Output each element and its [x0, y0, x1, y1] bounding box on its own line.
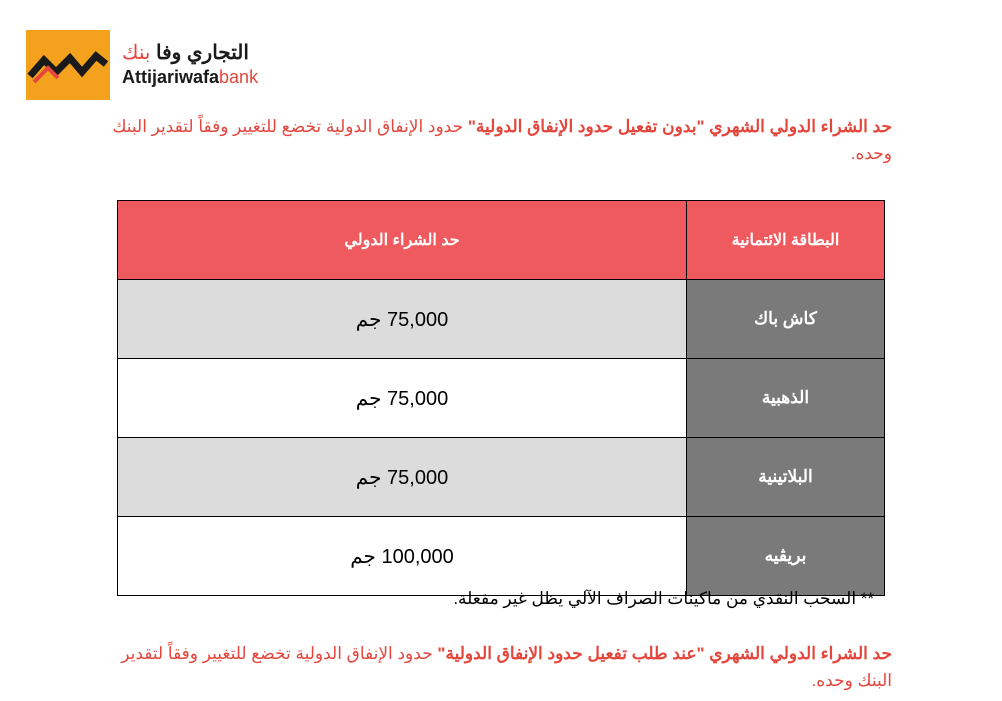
limit-cell	[118, 517, 687, 596]
table-row	[118, 517, 885, 596]
header-limit: حد الشراء الدولي	[118, 201, 687, 280]
limit-currency: جم	[355, 387, 382, 410]
table-row	[118, 359, 885, 438]
logo-arabic-main: التجاري وفا	[156, 42, 249, 64]
second-paragraph	[112, 640, 892, 694]
logo-latin-main: Attijariwafa	[122, 67, 220, 87]
logo-arabic	[122, 40, 258, 65]
limit-amount: 75,000	[387, 466, 449, 489]
logo-text	[122, 40, 258, 88]
second-rest: حدود الإنفاق الدولية تخضع للتغيير وفقاً لتقدير البنك وحده.	[121, 644, 892, 690]
table-row	[118, 438, 885, 517]
intro-paragraph	[112, 113, 892, 167]
limit-cell	[118, 438, 687, 517]
limits-table	[117, 200, 885, 596]
bank-logo	[26, 30, 258, 100]
logo-mark-icon	[26, 30, 110, 100]
second-bold: حد الشراء الدولي الشهري "عند طلب تفعيل حدود الإنفاق الدولية"	[437, 644, 892, 663]
card-name: بريڤيه	[687, 517, 885, 596]
limit-cell	[118, 280, 687, 359]
limit-amount: 100,000	[381, 545, 454, 568]
logo-latin-bank: bank	[219, 67, 259, 87]
limit-amount: 75,000	[387, 387, 449, 410]
card-name: البلاتينية	[687, 438, 885, 517]
limit-currency: جم	[355, 466, 382, 489]
card-name: كاش باك	[687, 280, 885, 359]
limit-amount: 75,000	[387, 308, 449, 331]
card-name: الذهبية	[687, 359, 885, 438]
logo-latin	[122, 67, 258, 88]
logo-arabic-bank: بنك	[122, 42, 151, 64]
limit-cell	[118, 359, 687, 438]
table-header-row	[118, 201, 885, 280]
limit-currency: جم	[350, 545, 376, 568]
header-card: البطاقة الائتمانية	[687, 201, 885, 280]
intro-bold: حد الشراء الدولي الشهري "بدون تفعيل حدود الإنفاق الدولية"	[467, 117, 892, 136]
intro-rest: حدود الإنفاق الدولية تخضع للتغيير وفقاً لتقدير البنك وحده.	[112, 117, 892, 163]
table-row	[118, 280, 885, 359]
footnote: ** السحب النقدي من ماكينات الصراف الآلي يظل غير مفعلة.	[453, 589, 874, 608]
limit-currency: جم	[355, 308, 382, 331]
